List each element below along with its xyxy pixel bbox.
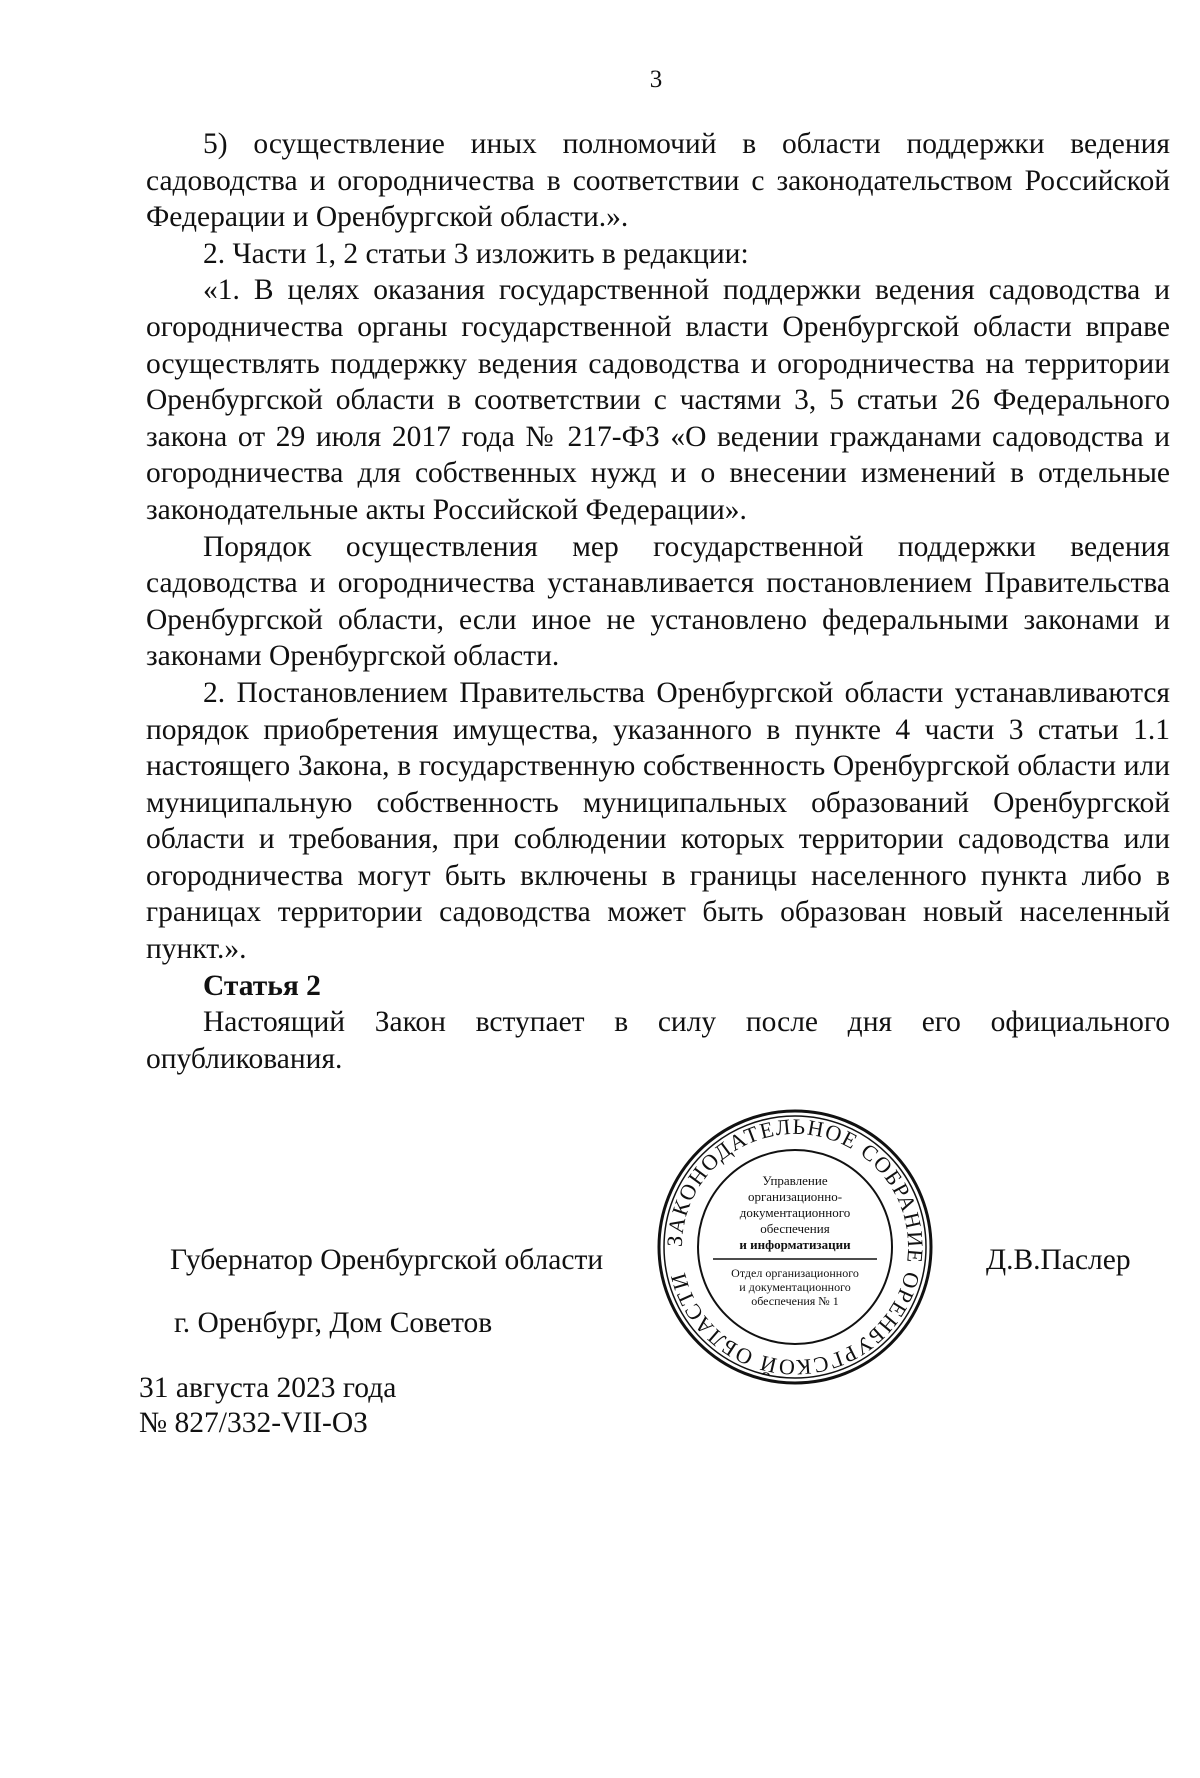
signing-date: 31 августа 2023 года bbox=[139, 1372, 397, 1404]
article-text: Настоящий Закон вступает в силу после дня его официального опубликования. bbox=[146, 1006, 1170, 1075]
stamp-line-5: и информатизации bbox=[739, 1237, 851, 1252]
page-number: 3 bbox=[649, 66, 663, 93]
official-stamp bbox=[655, 1107, 935, 1387]
stamp-line-7: и документационного bbox=[739, 1280, 851, 1294]
paragraph-4: Порядок осуществления мер государственной поддержки ведения садоводства и огородничества устанавливается постановлением Правительства Оренбургской области, если иное не установлено федеральными законами и законами Оренбургской области. bbox=[146, 530, 1170, 673]
stamp-line-1: Управление bbox=[762, 1173, 828, 1188]
article-heading: Статья 2 bbox=[203, 969, 321, 1002]
paragraph-5: 2. Постановлением Правительства Оренбургской области устанавливаются порядок приобретения имущества, указанного в пункте 4 части 3 статьи 1.1 настоящего Закона, в государственную собственность Оренбургской области или муниципальную собственность муниципальных образований Оренбургской области и требования, при соблюдении которых территории садоводства или огородничества могут быть включены в границы населенного пункта либо в границах территории садоводства может быть образован новый населенный пункт.». bbox=[146, 676, 1170, 966]
document-body bbox=[146, 126, 1170, 1077]
stamp-line-6: Отдел организационного bbox=[731, 1266, 859, 1280]
stamp-line-2: организационно- bbox=[747, 1189, 843, 1204]
law-number: № 827/332-VII-ОЗ bbox=[139, 1407, 368, 1439]
governor-name: Д.В.Паслер bbox=[986, 1244, 1131, 1276]
signing-place: г. Оренбург, Дом Советов bbox=[174, 1307, 493, 1339]
stamp-line-4: обеспечения bbox=[760, 1221, 830, 1236]
stamp-ring-text: ЗАКОНОДАТЕЛЬНОЕ СОБРАНИЕ ОРЕНБУРГСКОЙ ОБЛАСТИ bbox=[661, 1113, 929, 1381]
paragraph-1: 5) осуществление иных полномочий в области поддержки ведения садоводства и огородничества в соответствии с законодательством Российской Федерации и Оренбургской области.». bbox=[146, 128, 1170, 234]
paragraph-2: 2. Части 1, 2 статьи 3 изложить в редакции: bbox=[203, 237, 749, 270]
stamp-line-3: документационного bbox=[739, 1205, 851, 1220]
governor-title: Губернатор Оренбургской области bbox=[170, 1244, 604, 1276]
paragraph-3: «1. В целях оказания государственной поддержки ведения садоводства и огородничества органы государственной власти Оренбургской области вправе осуществлять поддержку ведения садоводства и огородничества на территории Оренбургской области в соответствии с частями 3, 5 статьи 26 Федерального закона от 29 июля 2017 года № 217-ФЗ «О ведении гражданами садоводства и огородничества для собственных нужд и о внесении изменений в отдельные законодательные акты Российской Федерации». bbox=[146, 274, 1170, 526]
stamp-line-8: обеспечения № 1 bbox=[751, 1294, 839, 1308]
